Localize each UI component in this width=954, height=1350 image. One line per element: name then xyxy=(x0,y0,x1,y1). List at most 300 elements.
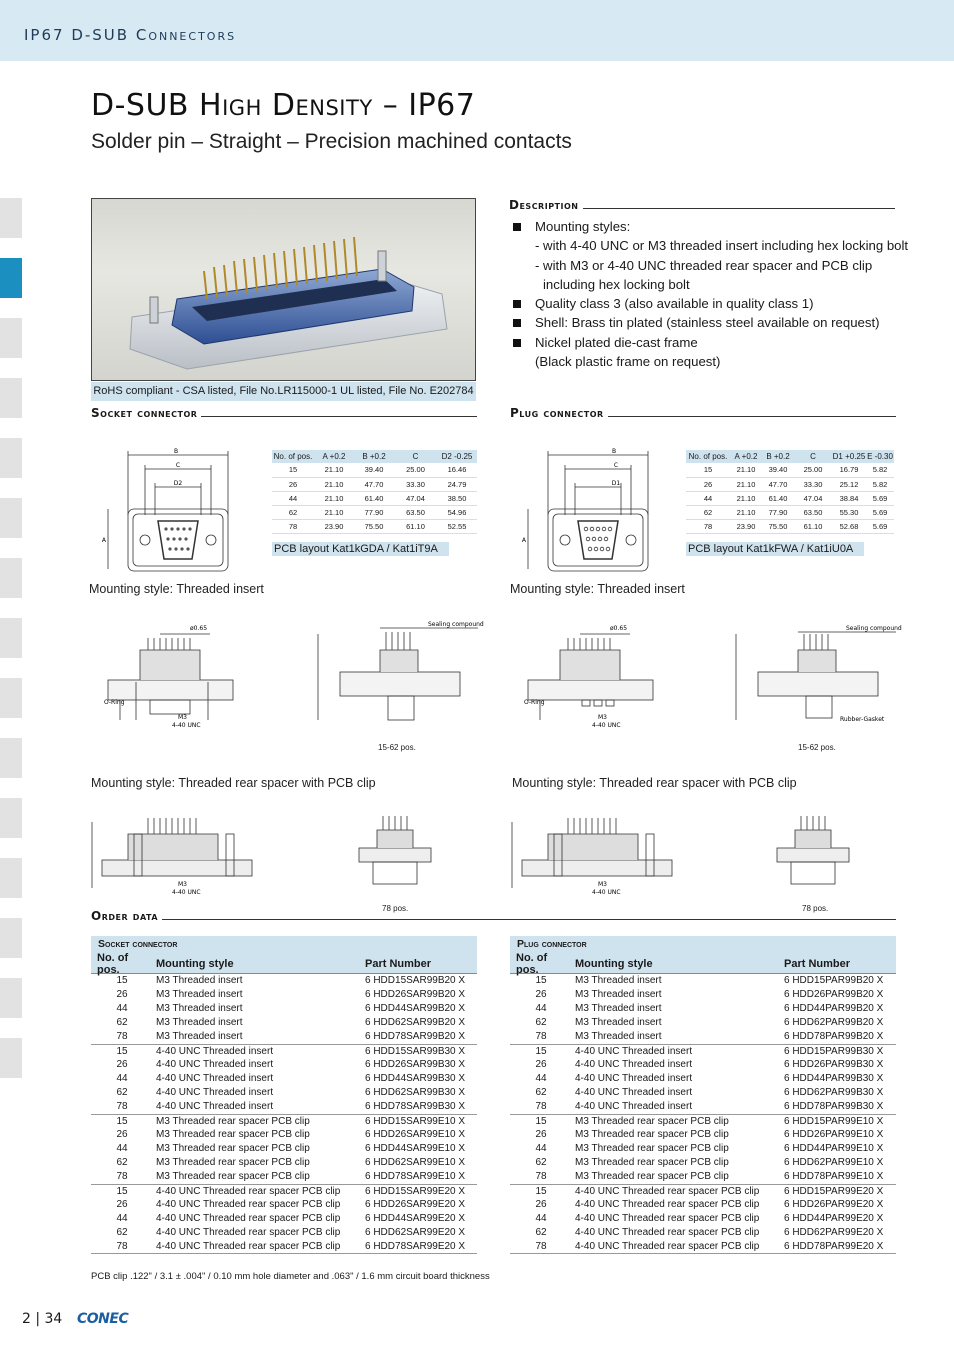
header-title: IP67 D-SUB Connectors xyxy=(24,26,237,44)
side-tab[interactable] xyxy=(0,498,22,538)
table-cell: 62 xyxy=(686,505,730,519)
order-part: 6 HDD44PAR99E20 X xyxy=(784,1213,884,1224)
order-part: 6 HDD44PAR99E10 X xyxy=(784,1143,884,1154)
plug-heading xyxy=(510,406,896,420)
side-tab[interactable] xyxy=(0,318,22,358)
order-row xyxy=(510,1100,896,1114)
order-style: 4-40 UNC Threaded insert xyxy=(156,1073,274,1084)
order-part: 6 HDD15PAR99E20 X xyxy=(784,1186,884,1197)
socket-front-drawing xyxy=(100,445,245,585)
plug-style1-label: Mounting style: Threaded insert xyxy=(510,582,685,596)
order-style: 4-40 UNC Threaded insert xyxy=(575,1073,693,1084)
order-style: 4-40 UNC Threaded rear spacer PCB clip xyxy=(575,1199,760,1210)
order-row xyxy=(91,974,477,988)
order-style: 4-40 UNC Threaded rear spacer PCB clip xyxy=(575,1186,760,1197)
order-row xyxy=(91,1086,477,1100)
table-cell: 75.50 xyxy=(762,519,794,533)
m3-label: M3 xyxy=(178,714,187,721)
plug-78pos-drawing xyxy=(773,812,853,900)
col-pos: No. of pos. xyxy=(97,951,129,976)
table-cell: 15 xyxy=(686,463,730,477)
order-style: M3 Threaded rear spacer PCB clip xyxy=(575,1116,729,1127)
order-row xyxy=(510,1240,896,1254)
order-row xyxy=(510,1044,896,1058)
table-cell: 63.50 xyxy=(394,505,437,519)
table-header: B +0.2 xyxy=(354,450,394,463)
order-row xyxy=(91,1226,477,1240)
order-row xyxy=(510,1086,896,1100)
plug-order-table xyxy=(510,936,896,1254)
table-row xyxy=(686,519,894,533)
order-style: 4-40 UNC Threaded insert xyxy=(156,1101,274,1112)
unc-label: 4-40 UNC xyxy=(172,889,201,896)
table-cell: 61.10 xyxy=(794,519,832,533)
table-cell: 47.04 xyxy=(394,491,437,505)
table-header: D1 +0.25 xyxy=(832,452,866,461)
table-row xyxy=(686,477,894,491)
socket-style1-label: Mounting style: Threaded insert xyxy=(89,582,264,596)
order-style: M3 Threaded insert xyxy=(575,1031,662,1042)
table-cell: 38.50 xyxy=(437,491,477,505)
order-pos: 26 xyxy=(535,1129,547,1140)
table-cell: 33.30 xyxy=(794,477,832,491)
m3-label: M3 xyxy=(598,714,607,721)
socket-heading xyxy=(91,406,477,420)
order-part: 6 HDD26SAR99E10 X xyxy=(365,1129,466,1140)
description-item: including hex locking bolt xyxy=(543,276,690,292)
table-cell: 75.50 xyxy=(354,519,394,533)
description-item: Quality class 3 (also available in quality class 1) xyxy=(511,294,911,313)
order-part: 6 HDD44SAR99E20 X xyxy=(365,1213,466,1224)
table-cell: 25.12 xyxy=(832,477,866,491)
side-tab[interactable] xyxy=(0,378,22,418)
table-cell: 62 xyxy=(272,505,314,519)
order-part: 6 HDD15SAR99E10 X xyxy=(365,1116,466,1127)
order-style: M3 Threaded rear spacer PCB clip xyxy=(156,1157,310,1168)
order-part: 6 HDD62PAR99B30 X xyxy=(784,1087,884,1098)
order-style: 4-40 UNC Threaded rear spacer PCB clip xyxy=(156,1227,341,1238)
order-style: 4-40 UNC Threaded rear spacer PCB clip xyxy=(575,1241,760,1252)
col-part: Part Number xyxy=(365,957,432,970)
order-row xyxy=(91,1198,477,1212)
conec-logo: CONEC xyxy=(77,1311,129,1327)
order-pos: 62 xyxy=(116,1017,128,1028)
description-item: Nickel plated die-cast frame xyxy=(511,333,911,352)
order-row xyxy=(510,1030,896,1044)
table-cell: 21.10 xyxy=(730,477,762,491)
order-part: 6 HDD62SAR99B20 X xyxy=(365,1017,466,1028)
socket-note-78: 78 pos. xyxy=(382,904,409,913)
order-pos: 44 xyxy=(116,1003,128,1014)
description-item: (Black plastic frame on request) xyxy=(535,354,721,370)
order-pos: 44 xyxy=(535,1073,547,1084)
order-heading xyxy=(91,909,896,923)
plug-order-header xyxy=(510,951,896,976)
product-photo xyxy=(91,198,476,381)
order-style: M3 Threaded insert xyxy=(156,1003,243,1014)
side-tab[interactable] xyxy=(0,918,22,958)
order-row xyxy=(91,1044,477,1058)
table-cell: 39.40 xyxy=(762,463,794,477)
order-style: M3 Threaded rear spacer PCB clip xyxy=(575,1129,729,1140)
order-part: 6 HDD78PAR99B20 X xyxy=(784,1031,884,1042)
order-row xyxy=(510,988,896,1002)
order-part: 6 HDD44SAR99B20 X xyxy=(365,1003,466,1014)
plug-note-78: 78 pos. xyxy=(802,904,829,913)
table-row xyxy=(272,477,477,491)
description-heading-text: Description xyxy=(509,198,579,212)
order-pos: 15 xyxy=(116,1046,128,1057)
side-tab[interactable] xyxy=(0,198,22,238)
order-part: 6 HDD62SAR99E10 X xyxy=(365,1157,466,1168)
order-row xyxy=(91,1128,477,1142)
order-pos: 78 xyxy=(116,1171,128,1182)
table-cell: 47.04 xyxy=(794,491,832,505)
table-row xyxy=(272,463,477,477)
side-tab[interactable] xyxy=(0,438,22,478)
order-part: 6 HDD15PAR99B30 X xyxy=(784,1046,884,1057)
table-header: D2 -0.25 xyxy=(437,450,477,463)
order-pos: 15 xyxy=(116,1186,128,1197)
order-row xyxy=(91,1016,477,1030)
socket-section-drawing xyxy=(100,620,240,735)
unc-label: 4-40 UNC xyxy=(172,722,201,729)
order-part: 6 HDD78PAR99E20 X xyxy=(784,1241,884,1252)
dim-label-phi: ø0.65 xyxy=(190,625,208,632)
table-row xyxy=(686,463,894,477)
order-part: 6 HDD15SAR99B20 X xyxy=(365,975,466,986)
order-row xyxy=(510,1072,896,1086)
order-part: 6 HDD26PAR99E20 X xyxy=(784,1199,884,1210)
order-row xyxy=(510,1184,896,1198)
order-part: 6 HDD26PAR99B20 X xyxy=(784,989,884,1000)
order-row xyxy=(510,1226,896,1240)
order-part: 6 HDD78SAR99B30 X xyxy=(365,1101,466,1112)
order-heading-text: Order data xyxy=(91,909,159,923)
dim-label-d2: D2 xyxy=(173,480,183,487)
order-pos: 62 xyxy=(535,1227,547,1238)
order-style: M3 Threaded insert xyxy=(156,975,243,986)
order-pos: 78 xyxy=(116,1031,128,1042)
plug-order-title: Plug connector xyxy=(510,936,896,954)
socket-note-15-62: 15-62 pos. xyxy=(378,743,416,752)
table-header: No. of pos. xyxy=(273,452,313,461)
table-cell: 47.70 xyxy=(354,477,394,491)
order-row xyxy=(91,1058,477,1072)
order-part: 6 HDD15PAR99B20 X xyxy=(784,975,884,986)
header-band xyxy=(0,0,954,61)
table-cell: 21.10 xyxy=(730,505,762,519)
socket-pcb-layout: PCB layout Kat1kGDA / Kat1iT9A xyxy=(272,542,449,556)
order-pos: 62 xyxy=(535,1157,547,1168)
table-cell: 61.40 xyxy=(762,491,794,505)
side-tabs xyxy=(0,198,22,1098)
order-style: 4-40 UNC Threaded rear spacer PCB clip xyxy=(575,1213,760,1224)
plug-heading-text: Plug connector xyxy=(510,406,604,420)
col-style: Mounting style xyxy=(575,957,653,970)
order-part: 6 HDD62SAR99E20 X xyxy=(365,1227,466,1238)
page-number: 2 | 34 xyxy=(22,1311,63,1327)
order-part: 6 HDD78SAR99B20 X xyxy=(365,1031,466,1042)
order-style: M3 Threaded rear spacer PCB clip xyxy=(156,1171,310,1182)
unc-label: 4-40 UNC xyxy=(592,722,621,729)
table-cell: 16.79 xyxy=(832,463,866,477)
dim-label-a: A xyxy=(521,537,526,544)
order-style: M3 Threaded rear spacer PCB clip xyxy=(575,1171,729,1182)
table-cell: 44 xyxy=(686,491,730,505)
order-style: M3 Threaded rear spacer PCB clip xyxy=(156,1129,310,1140)
order-row xyxy=(91,1030,477,1044)
order-pos: 44 xyxy=(535,1213,547,1224)
order-style: M3 Threaded insert xyxy=(575,1017,662,1028)
side-tab[interactable] xyxy=(0,678,22,718)
footnote: PCB clip .122" / 3.1 ± .004" / 0.10 mm hole diameter and .063" / 1.6 mm circuit board thickness xyxy=(91,1271,490,1282)
socket-order-title: Socket connector xyxy=(91,936,477,954)
order-style: 4-40 UNC Threaded rear spacer PCB clip xyxy=(156,1186,341,1197)
order-style: 4-40 UNC Threaded insert xyxy=(575,1087,693,1098)
order-style: M3 Threaded rear spacer PCB clip xyxy=(156,1143,310,1154)
table-cell: 21.10 xyxy=(730,463,762,477)
table-cell: 44 xyxy=(272,491,314,505)
order-part: 6 HDD26PAR99B30 X xyxy=(784,1059,884,1070)
socket-order-header xyxy=(91,951,477,976)
sealing-label: Sealing compound xyxy=(428,621,484,628)
page-subtitle: Solder pin – Straight – Precision machined contacts xyxy=(91,130,572,153)
table-cell: 21.10 xyxy=(314,491,354,505)
table-header: A +0.2 xyxy=(730,450,762,463)
order-row xyxy=(510,1016,896,1030)
order-pos: 26 xyxy=(116,1059,128,1070)
order-row xyxy=(510,1058,896,1072)
order-pos: 78 xyxy=(116,1101,128,1112)
order-pos: 78 xyxy=(535,1031,547,1042)
side-tab[interactable] xyxy=(0,738,22,778)
gasket-label: Rubber-Gasket xyxy=(840,716,885,723)
table-row xyxy=(686,505,894,519)
order-style: M3 Threaded rear spacer PCB clip xyxy=(575,1143,729,1154)
order-pos: 78 xyxy=(116,1241,128,1252)
order-pos: 62 xyxy=(116,1087,128,1098)
order-pos: 44 xyxy=(116,1143,128,1154)
order-pos: 62 xyxy=(535,1017,547,1028)
order-row xyxy=(510,1212,896,1226)
order-part: 6 HDD44SAR99B30 X xyxy=(365,1073,466,1084)
order-pos: 15 xyxy=(535,1186,547,1197)
order-style: M3 Threaded insert xyxy=(575,1003,662,1014)
order-style: M3 Threaded insert xyxy=(575,989,662,1000)
order-pos: 26 xyxy=(116,989,128,1000)
description-item: - with M3 or 4-40 UNC threaded rear spacer and PCB clip xyxy=(535,257,873,273)
socket-style2-label: Mounting style: Threaded rear spacer with PCB clip xyxy=(91,776,376,790)
description-item: - with 4-40 UNC or M3 threaded insert including hex locking bolt xyxy=(535,238,909,254)
order-part: 6 HDD15PAR99E10 X xyxy=(784,1116,884,1127)
rohs-note: RoHS compliant - CSA listed, File No.LR115000-1 UL listed, File No. E202784 xyxy=(91,382,476,401)
order-pos: 62 xyxy=(116,1227,128,1238)
order-style: 4-40 UNC Threaded insert xyxy=(156,1087,274,1098)
order-row xyxy=(510,974,896,988)
table-cell: 21.10 xyxy=(314,477,354,491)
order-style: 4-40 UNC Threaded insert xyxy=(575,1046,693,1057)
m3-label: M3 xyxy=(598,881,607,888)
order-pos: 26 xyxy=(116,1129,128,1140)
plug-pcb-layout: PCB layout Kat1kFWA / Kat1iU0A xyxy=(686,542,864,556)
order-style: 4-40 UNC Threaded insert xyxy=(156,1059,274,1070)
order-row xyxy=(91,1156,477,1170)
m3-label: M3 xyxy=(178,881,187,888)
table-cell: 33.30 xyxy=(394,477,437,491)
col-pos: No. of pos. xyxy=(516,951,548,976)
unc-label: 4-40 UNC xyxy=(592,889,621,896)
order-pos: 15 xyxy=(116,1116,128,1127)
plug-dim-table xyxy=(686,450,894,534)
table-cell: 77.90 xyxy=(354,505,394,519)
order-row xyxy=(91,1212,477,1226)
oring-label: O-Ring xyxy=(104,699,125,706)
order-part: 6 HDD78SAR99E20 X xyxy=(365,1241,466,1252)
table-row xyxy=(272,491,477,505)
table-cell: 63.50 xyxy=(794,505,832,519)
side-tab[interactable] xyxy=(0,798,22,838)
order-row xyxy=(510,1142,896,1156)
order-part: 6 HDD15SAR99E20 X xyxy=(365,1186,466,1197)
order-style: 4-40 UNC Threaded insert xyxy=(575,1101,693,1112)
order-part: 6 HDD62PAR99E20 X xyxy=(784,1227,884,1238)
table-cell: 25.00 xyxy=(794,463,832,477)
order-part: 6 HDD44SAR99E10 X xyxy=(365,1143,466,1154)
order-pos: 44 xyxy=(116,1073,128,1084)
order-row xyxy=(91,1170,477,1184)
order-part: 6 HDD26SAR99B20 X xyxy=(365,989,466,1000)
page-title: D-SUB High Density – IP67 xyxy=(91,88,476,123)
table-cell: 16.46 xyxy=(437,463,477,477)
order-part: 6 HDD78PAR99B30 X xyxy=(784,1101,884,1112)
table-cell: 61.10 xyxy=(394,519,437,533)
table-cell: 5.82 xyxy=(866,463,894,477)
table-row xyxy=(272,505,477,519)
order-part: 6 HDD26SAR99B30 X xyxy=(365,1059,466,1070)
order-row xyxy=(91,988,477,1002)
order-part: 6 HDD44PAR99B20 X xyxy=(784,1003,884,1014)
col-style: Mounting style xyxy=(156,957,234,970)
table-cell: 21.10 xyxy=(314,463,354,477)
order-pos: 62 xyxy=(535,1087,547,1098)
order-pos: 26 xyxy=(535,989,547,1000)
dim-label-c: C xyxy=(613,462,619,469)
order-part: 6 HDD62PAR99B20 X xyxy=(784,1017,884,1028)
table-cell: 54.96 xyxy=(437,505,477,519)
table-cell: 25.00 xyxy=(394,463,437,477)
order-part: 6 HDD62SAR99B30 X xyxy=(365,1087,466,1098)
order-pos: 44 xyxy=(535,1003,547,1014)
order-style: M3 Threaded insert xyxy=(156,1017,243,1028)
order-pos: 15 xyxy=(535,1046,547,1057)
dim-label-c: C xyxy=(175,462,181,469)
order-pos: 15 xyxy=(116,975,128,986)
dim-label-phi: ø0.65 xyxy=(610,625,628,632)
description-item: Shell: Brass tin plated (stainless steel available on request) xyxy=(511,313,911,332)
order-row xyxy=(91,1100,477,1114)
table-cell: 5.69 xyxy=(866,519,894,533)
order-style: 4-40 UNC Threaded rear spacer PCB clip xyxy=(156,1199,341,1210)
side-tab-active[interactable] xyxy=(0,258,22,298)
side-tab[interactable] xyxy=(0,858,22,898)
table-cell: 61.40 xyxy=(354,491,394,505)
side-tab[interactable] xyxy=(0,1038,22,1078)
dim-label-a: A xyxy=(101,537,106,544)
order-part: 6 HDD44PAR99B30 X xyxy=(784,1073,884,1084)
table-cell: 47.70 xyxy=(762,477,794,491)
socket-side-drawing xyxy=(300,620,484,735)
table-header: A +0.2 xyxy=(314,450,354,463)
table-cell: 5.69 xyxy=(866,491,894,505)
order-pos: 78 xyxy=(535,1241,547,1252)
table-header: E -0.30 xyxy=(867,452,893,461)
col-part: Part Number xyxy=(784,957,851,970)
order-row xyxy=(510,1198,896,1212)
oring-label: O-Ring xyxy=(524,699,545,706)
table-cell: 26 xyxy=(272,477,314,491)
order-style: M3 Threaded insert xyxy=(156,989,243,1000)
table-cell: 5.82 xyxy=(866,477,894,491)
order-style: 4-40 UNC Threaded rear spacer PCB clip xyxy=(575,1227,760,1238)
table-cell: 52.68 xyxy=(832,519,866,533)
order-part: 6 HDD78SAR99E10 X xyxy=(365,1171,466,1182)
order-part: 6 HDD78PAR99E10 X xyxy=(784,1171,884,1182)
sealing-label: Sealing compound xyxy=(846,625,902,632)
table-cell: 26 xyxy=(686,477,730,491)
order-pos: 15 xyxy=(535,975,547,986)
table-row xyxy=(272,519,477,533)
side-tab[interactable] xyxy=(0,618,22,658)
order-pos: 15 xyxy=(535,1116,547,1127)
order-row xyxy=(91,1184,477,1198)
table-row xyxy=(686,491,894,505)
side-tab[interactable] xyxy=(0,978,22,1018)
socket-heading-text: Socket connector xyxy=(91,406,198,420)
socket-dim-table xyxy=(272,450,477,534)
order-style: M3 Threaded insert xyxy=(156,1031,243,1042)
order-style: M3 Threaded rear spacer PCB clip xyxy=(575,1157,729,1168)
table-cell: 23.90 xyxy=(314,519,354,533)
order-style: M3 Threaded rear spacer PCB clip xyxy=(156,1116,310,1127)
order-row xyxy=(510,1156,896,1170)
order-style: 4-40 UNC Threaded insert xyxy=(156,1046,274,1057)
plug-section-drawing xyxy=(520,620,660,735)
order-row xyxy=(91,1142,477,1156)
plug-rear-spacer-drawing xyxy=(508,812,688,900)
table-cell: 24.79 xyxy=(437,477,477,491)
order-pos: 78 xyxy=(535,1101,547,1112)
side-tab[interactable] xyxy=(0,558,22,598)
order-row xyxy=(510,1002,896,1016)
order-style: M3 Threaded insert xyxy=(575,975,662,986)
socket-78pos-drawing xyxy=(355,812,435,900)
table-cell: 78 xyxy=(686,519,730,533)
order-part: 6 HDD26PAR99E10 X xyxy=(784,1129,884,1140)
order-pos: 26 xyxy=(116,1199,128,1210)
order-part: 6 HDD26SAR99E20 X xyxy=(365,1199,466,1210)
order-part: 6 HDD15SAR99B30 X xyxy=(365,1046,466,1057)
dim-label-d1: D1 xyxy=(611,480,621,487)
dim-label-b: B xyxy=(611,448,617,455)
order-row xyxy=(510,1114,896,1128)
order-row xyxy=(510,1128,896,1142)
plug-side-drawing xyxy=(718,620,902,735)
table-header: C xyxy=(394,450,437,463)
order-pos: 44 xyxy=(535,1143,547,1154)
order-pos: 78 xyxy=(535,1171,547,1182)
order-pos: 26 xyxy=(535,1199,547,1210)
